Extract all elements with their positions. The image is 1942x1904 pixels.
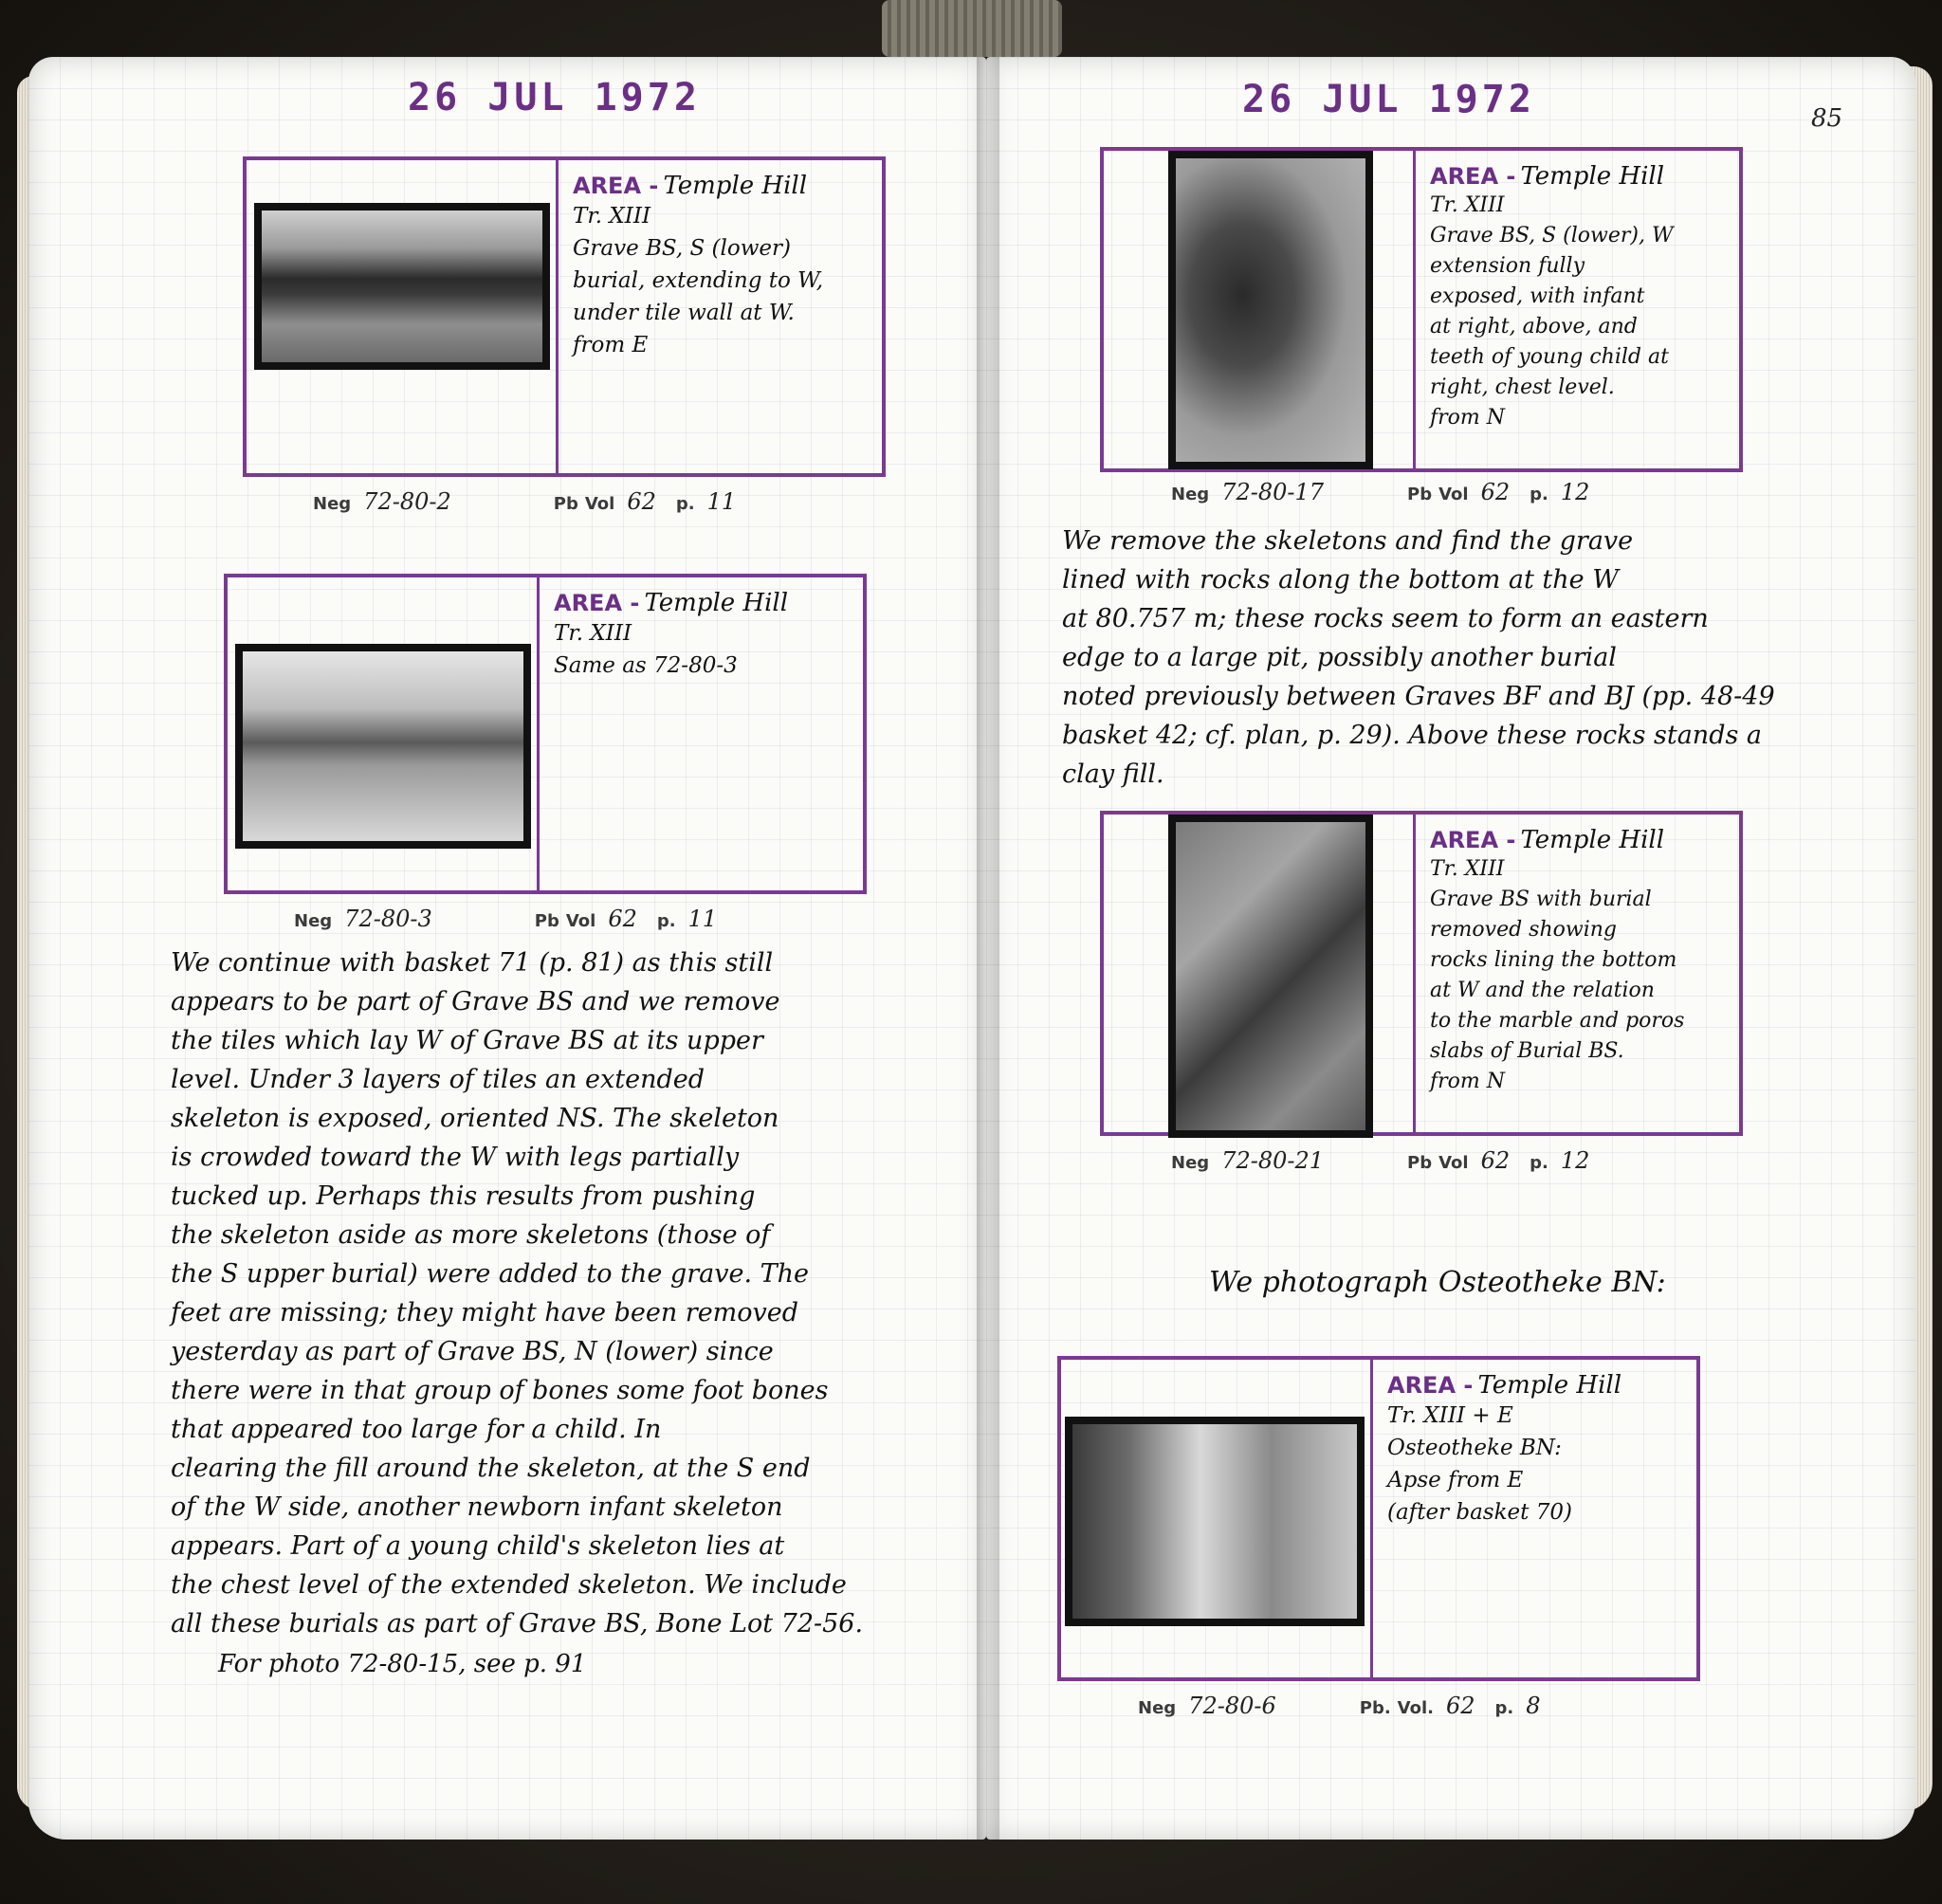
card-caption xyxy=(1430,162,1733,433)
negative-info xyxy=(1138,1693,1554,1719)
card-notes: Tr. XIII Grave BS, S (lower), W extension fully exposed, with infant at right, above, and teeth of young child at right, chest level. from N xyxy=(1430,193,1674,430)
card-divider xyxy=(537,577,540,890)
photo xyxy=(254,203,550,370)
card-notes: Tr. XIII Same as 72-80-3 xyxy=(554,621,738,678)
card-divider xyxy=(1370,1360,1373,1677)
photo xyxy=(235,644,531,849)
footnote: For photo 72-80-15, see p. 91 xyxy=(218,1650,587,1678)
vol-value: 62 xyxy=(608,906,637,932)
photo-card xyxy=(1100,147,1743,472)
area-label: AREA - xyxy=(1430,827,1516,853)
book-gutter xyxy=(977,57,999,1840)
p-label: p. xyxy=(1494,1698,1514,1718)
area-label: AREA - xyxy=(573,173,659,199)
pb-label: Pb xyxy=(553,494,578,514)
photo xyxy=(1065,1417,1365,1626)
neg-value: 72-80-2 xyxy=(363,488,451,515)
neg-label: Neg xyxy=(313,494,352,514)
photo-card xyxy=(1100,811,1743,1136)
vol-label: Vol xyxy=(1438,485,1469,504)
photo-card xyxy=(243,156,886,477)
vol-label: Vol xyxy=(584,494,615,514)
negative-info xyxy=(1171,1147,1603,1174)
p-label: p. xyxy=(1530,1153,1548,1173)
area-value: Temple Hill xyxy=(663,172,808,200)
neg-value: 72-80-17 xyxy=(1221,479,1325,505)
p-value: 8 xyxy=(1526,1693,1541,1719)
neg-label: Neg xyxy=(1138,1698,1177,1718)
photo-card xyxy=(1057,1356,1700,1681)
vol-value: 62 xyxy=(1446,1693,1475,1719)
vol-label: Vol. xyxy=(1397,1698,1434,1718)
area-label: AREA - xyxy=(1387,1372,1474,1399)
neg-label: Neg xyxy=(1171,1153,1210,1173)
negative-info xyxy=(294,906,730,932)
area-value: Temple Hill xyxy=(1520,162,1665,191)
card-divider xyxy=(1413,151,1416,468)
pb-label: Pb. xyxy=(1359,1698,1391,1718)
neg-value: 72-80-21 xyxy=(1221,1147,1325,1174)
p-value: 11 xyxy=(687,906,718,932)
p-value: 11 xyxy=(706,488,737,515)
card-caption xyxy=(1430,826,1733,1097)
negative-info xyxy=(313,488,749,515)
photo xyxy=(1168,151,1373,469)
card-notes: Tr. XIII Grave BS with burial removed showing rocks lining the bottom at W and the relation to the marble and poros slabs of Burial BS. from N xyxy=(1430,857,1685,1093)
card-divider xyxy=(1413,815,1416,1132)
area-label: AREA - xyxy=(1430,163,1516,190)
negative-info xyxy=(1171,479,1603,505)
bookmark-ribbon xyxy=(882,0,1062,57)
journal-entry: We continue with basket 71 (p. 81) as this still appears to be part of Grave BS and we remove the tiles which lay W of Grave BS at its upper level. Under 3 layers of tiles an extended skeleton is exposed, oriented NS. The skeleton is crowded toward the W with legs partially tucked up. Perhaps this results from pushing the skeleton aside as more skeletons (those of the S upper burial) were added to the grave. The feet are missing; they might have been removed yesterday as part of Grave BS, N (lower) since there were in that group of bones some foot bones that appeared too large for a child. In clearing the fill around the skeleton, at the S end of the W side, another newborn infant skeleton appears. Part of a young child's skeleton lies at the chest level of the extended skeleton. We include all these burials as part of Grave BS, Bone Lot 72-56. xyxy=(171,948,864,1639)
vol-value: 62 xyxy=(1480,1147,1511,1174)
area-value: Temple Hill xyxy=(644,589,789,617)
p-label: p. xyxy=(656,911,676,931)
vol-label: Vol xyxy=(565,911,596,931)
page-number: 85 xyxy=(1811,104,1843,133)
card-caption xyxy=(554,589,848,682)
p-label: p. xyxy=(1530,485,1548,504)
pb-label: Pb xyxy=(1407,485,1433,504)
card-notes: Tr. XIII Grave BS, S (lower) burial, extending to W, under tile wall at W. from E xyxy=(573,204,824,357)
left-page xyxy=(28,57,986,1840)
p-value: 12 xyxy=(1560,1147,1590,1174)
card-divider xyxy=(556,160,559,473)
neg-value: 72-80-3 xyxy=(344,906,432,932)
journal-entry: We remove the skeletons and find the grave lined with rocks along the bottom at the W at 80.757 m; these rocks seem to form an eastern edge to a large pit, possibly another burial noted previously between Graves BF and BJ (pp. 48-49 basket 42; cf. plan, p. 29). Above these rocks stands a clay fill. xyxy=(1062,526,1775,789)
vol-label: Vol xyxy=(1438,1153,1469,1173)
right-page xyxy=(986,57,1915,1840)
area-label: AREA - xyxy=(554,590,640,616)
vol-value: 62 xyxy=(627,488,656,515)
photo-card xyxy=(224,574,867,894)
area-value: Temple Hill xyxy=(1477,1371,1622,1400)
p-value: 12 xyxy=(1560,479,1590,505)
card-caption xyxy=(1387,1371,1691,1529)
area-value: Temple Hill xyxy=(1520,826,1665,854)
neg-label: Neg xyxy=(294,911,333,931)
pb-label: Pb xyxy=(534,911,559,931)
card-notes: Tr. XIII + E Osteotheke BN: Apse from E (after basket 70) xyxy=(1387,1403,1572,1525)
date-stamp: 26 JUL 1972 xyxy=(408,76,701,119)
p-label: p. xyxy=(675,494,695,514)
date-stamp: 26 JUL 1972 xyxy=(1242,78,1535,121)
vol-value: 62 xyxy=(1480,479,1511,505)
neg-value: 72-80-6 xyxy=(1188,1693,1276,1719)
neg-label: Neg xyxy=(1171,485,1210,504)
pb-label: Pb xyxy=(1407,1153,1433,1173)
photo xyxy=(1168,815,1373,1138)
section-caption: We photograph Osteotheke BN: xyxy=(1209,1266,1666,1299)
card-caption xyxy=(573,172,867,361)
